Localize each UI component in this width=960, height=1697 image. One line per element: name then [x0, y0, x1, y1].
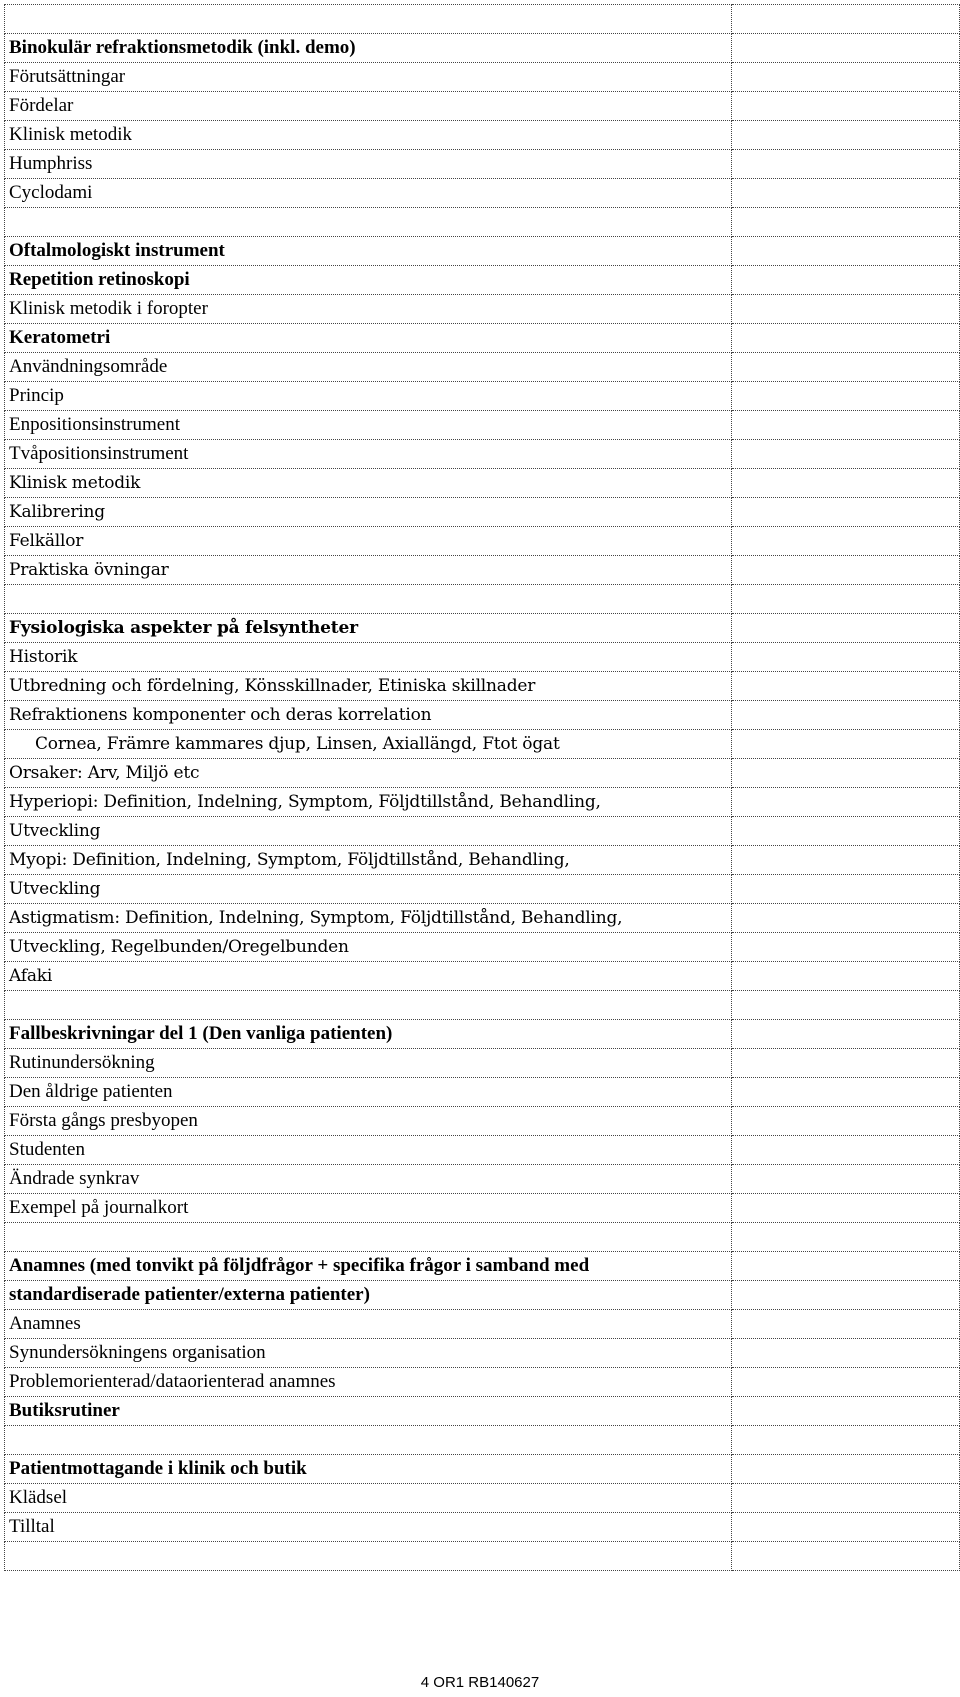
row-text-cell: Praktiska övningar	[5, 556, 732, 585]
table-row	[5, 933, 960, 962]
table-row	[5, 875, 960, 904]
row-notes-cell	[732, 701, 960, 730]
row-notes-cell	[732, 672, 960, 701]
row-text-cell	[5, 1542, 732, 1571]
row-text-cell: Studenten	[5, 1136, 732, 1165]
table-row	[5, 411, 960, 440]
table-row	[5, 1165, 960, 1194]
row-notes-cell	[732, 295, 960, 324]
row-text-cell: Princip	[5, 382, 732, 411]
row-notes-cell	[732, 875, 960, 904]
row-text-cell: Utveckling	[5, 875, 732, 904]
table-row	[5, 672, 960, 701]
spacer-row	[5, 1426, 960, 1455]
row-notes-cell	[732, 643, 960, 672]
table-row	[5, 614, 960, 643]
row-notes-cell	[732, 63, 960, 92]
row-notes-cell	[732, 498, 960, 527]
row-text-cell: Binokulär refraktionsmetodik (inkl. demo)	[5, 34, 732, 63]
row-text-cell: Fysiologiska aspekter på felsyntheter	[5, 614, 732, 643]
row-text-cell: Orsaker: Arv, Miljö etc	[5, 759, 732, 788]
row-text-cell: Cornea, Främre kammares djup, Linsen, Axiallängd, Ftot ögat	[5, 730, 732, 759]
row-text-cell: standardiserade patienter/externa patienter)	[5, 1281, 732, 1310]
row-text-cell: Hyperiopi: Definition, Indelning, Symptom, Följdtillstånd, Behandling,	[5, 788, 732, 817]
row-text-cell: Klinisk metodik i foropter	[5, 295, 732, 324]
row-notes-cell	[732, 527, 960, 556]
table-row	[5, 440, 960, 469]
row-text-cell: Humphriss	[5, 150, 732, 179]
row-notes-cell	[732, 614, 960, 643]
table-row	[5, 1281, 960, 1310]
row-notes-cell	[732, 1397, 960, 1426]
table-body	[5, 5, 960, 1571]
row-notes-cell	[732, 1049, 960, 1078]
table-row	[5, 469, 960, 498]
row-text-cell: Enpositionsinstrument	[5, 411, 732, 440]
spacer-row	[5, 5, 960, 34]
row-text-cell: Afaki	[5, 962, 732, 991]
page-footer: 4 OR1 RB140627	[420, 1674, 540, 1691]
row-text-cell	[5, 1426, 732, 1455]
row-notes-cell	[732, 1513, 960, 1542]
table-row	[5, 1194, 960, 1223]
table-row	[5, 295, 960, 324]
row-text-cell: Cyclodami	[5, 179, 732, 208]
row-notes-cell	[732, 904, 960, 933]
row-notes-cell	[732, 788, 960, 817]
row-notes-cell	[732, 150, 960, 179]
row-text-cell: Fördelar	[5, 92, 732, 121]
row-text-cell: Rutinundersökning	[5, 1049, 732, 1078]
row-text-cell: Utbredning och fördelning, Könsskillnader, Etiniska skillnader	[5, 672, 732, 701]
row-notes-cell	[732, 1136, 960, 1165]
row-text-cell	[5, 585, 732, 614]
row-notes-cell	[732, 585, 960, 614]
row-text-cell: Klinisk metodik	[5, 121, 732, 150]
row-text-cell: Felkällor	[5, 527, 732, 556]
table-row	[5, 266, 960, 295]
table-row	[5, 817, 960, 846]
table-row	[5, 730, 960, 759]
spacer-row	[5, 1223, 960, 1252]
row-text-cell: Myopi: Definition, Indelning, Symptom, Följdtillstånd, Behandling,	[5, 846, 732, 875]
table-row	[5, 353, 960, 382]
row-notes-cell	[732, 208, 960, 237]
table-row	[5, 1310, 960, 1339]
row-text-cell: Utveckling	[5, 817, 732, 846]
table-row	[5, 1339, 960, 1368]
row-text-cell: Utveckling, Regelbunden/Oregelbunden	[5, 933, 732, 962]
row-notes-cell	[732, 1426, 960, 1455]
row-notes-cell	[732, 92, 960, 121]
row-notes-cell	[732, 556, 960, 585]
row-text-cell: Keratometri	[5, 324, 732, 353]
row-notes-cell	[732, 1455, 960, 1484]
spacer-row	[5, 585, 960, 614]
row-text-cell: Patientmottagande i klinik och butik	[5, 1455, 732, 1484]
table-row	[5, 527, 960, 556]
table-row	[5, 962, 960, 991]
row-text-cell: Historik	[5, 643, 732, 672]
row-notes-cell	[732, 5, 960, 34]
table-row	[5, 759, 960, 788]
table-row	[5, 150, 960, 179]
row-notes-cell	[732, 846, 960, 875]
row-notes-cell	[732, 1542, 960, 1571]
row-text-cell: Refraktionens komponenter och deras korrelation	[5, 701, 732, 730]
table-row	[5, 498, 960, 527]
table-row	[5, 556, 960, 585]
row-text-cell	[5, 1223, 732, 1252]
table-row	[5, 1107, 960, 1136]
table-row	[5, 382, 960, 411]
row-text-cell	[5, 5, 732, 34]
row-notes-cell	[732, 1368, 960, 1397]
row-notes-cell	[732, 237, 960, 266]
table-row	[5, 1484, 960, 1513]
table-row	[5, 643, 960, 672]
row-text-cell: Klinisk metodik	[5, 469, 732, 498]
table-row	[5, 788, 960, 817]
row-text-cell: Anamnes	[5, 1310, 732, 1339]
row-notes-cell	[732, 817, 960, 846]
row-text-cell: Förutsättningar	[5, 63, 732, 92]
row-text-cell: Tvåpositionsinstrument	[5, 440, 732, 469]
table-row	[5, 1136, 960, 1165]
row-notes-cell	[732, 34, 960, 63]
row-text-cell: Klädsel	[5, 1484, 732, 1513]
row-notes-cell	[732, 1339, 960, 1368]
table-row	[5, 1078, 960, 1107]
row-text-cell: Kalibrering	[5, 498, 732, 527]
row-text-cell: Fallbeskrivningar del 1 (Den vanliga patienten)	[5, 1020, 732, 1049]
row-notes-cell	[732, 1310, 960, 1339]
row-notes-cell	[732, 1223, 960, 1252]
row-notes-cell	[732, 1281, 960, 1310]
row-notes-cell	[732, 1107, 960, 1136]
row-notes-cell	[732, 1194, 960, 1223]
row-text-cell: Den åldrige patienten	[5, 1078, 732, 1107]
table-row	[5, 846, 960, 875]
table-row	[5, 179, 960, 208]
row-text-cell: Användningsområde	[5, 353, 732, 382]
row-text-cell	[5, 991, 732, 1020]
row-text-cell: Repetition retinoskopi	[5, 266, 732, 295]
table-row	[5, 1020, 960, 1049]
row-text-cell: Exempel på journalkort	[5, 1194, 732, 1223]
spacer-row	[5, 208, 960, 237]
row-notes-cell	[732, 1252, 960, 1281]
row-text-cell: Butiksrutiner	[5, 1397, 732, 1426]
row-text-cell: Första gångs presbyopen	[5, 1107, 732, 1136]
table-row	[5, 324, 960, 353]
row-notes-cell	[732, 353, 960, 382]
table-row	[5, 1368, 960, 1397]
spacer-row	[5, 991, 960, 1020]
table-row	[5, 1455, 960, 1484]
row-notes-cell	[732, 991, 960, 1020]
table-row	[5, 63, 960, 92]
row-notes-cell	[732, 1020, 960, 1049]
row-text-cell: Problemorienterad/dataorienterad anamnes	[5, 1368, 732, 1397]
row-notes-cell	[732, 962, 960, 991]
row-notes-cell	[732, 179, 960, 208]
row-text-cell: Synundersökningens organisation	[5, 1339, 732, 1368]
row-notes-cell	[732, 933, 960, 962]
row-text-cell: Oftalmologiskt instrument	[5, 237, 732, 266]
row-notes-cell	[732, 382, 960, 411]
row-notes-cell	[732, 759, 960, 788]
row-notes-cell	[732, 1078, 960, 1107]
row-text-cell: Astigmatism: Definition, Indelning, Symptom, Följdtillstånd, Behandling,	[5, 904, 732, 933]
course-content-table	[4, 4, 960, 1571]
row-notes-cell	[732, 1484, 960, 1513]
row-notes-cell	[732, 469, 960, 498]
table-row	[5, 1397, 960, 1426]
row-notes-cell	[732, 411, 960, 440]
row-notes-cell	[732, 266, 960, 295]
table-row	[5, 121, 960, 150]
table-row	[5, 904, 960, 933]
table-row	[5, 34, 960, 63]
row-text-cell: Anamnes (med tonvikt på följdfrågor + specifika frågor i samband med	[5, 1252, 732, 1281]
row-notes-cell	[732, 121, 960, 150]
row-notes-cell	[732, 730, 960, 759]
table-row	[5, 701, 960, 730]
row-text-cell: Tilltal	[5, 1513, 732, 1542]
row-text-cell: Ändrade synkrav	[5, 1165, 732, 1194]
table-row	[5, 1049, 960, 1078]
table-row	[5, 92, 960, 121]
spacer-row	[5, 1542, 960, 1571]
table-row	[5, 1513, 960, 1542]
table-row	[5, 1252, 960, 1281]
row-notes-cell	[732, 1165, 960, 1194]
table-row	[5, 237, 960, 266]
row-notes-cell	[732, 440, 960, 469]
row-text-cell	[5, 208, 732, 237]
row-notes-cell	[732, 324, 960, 353]
